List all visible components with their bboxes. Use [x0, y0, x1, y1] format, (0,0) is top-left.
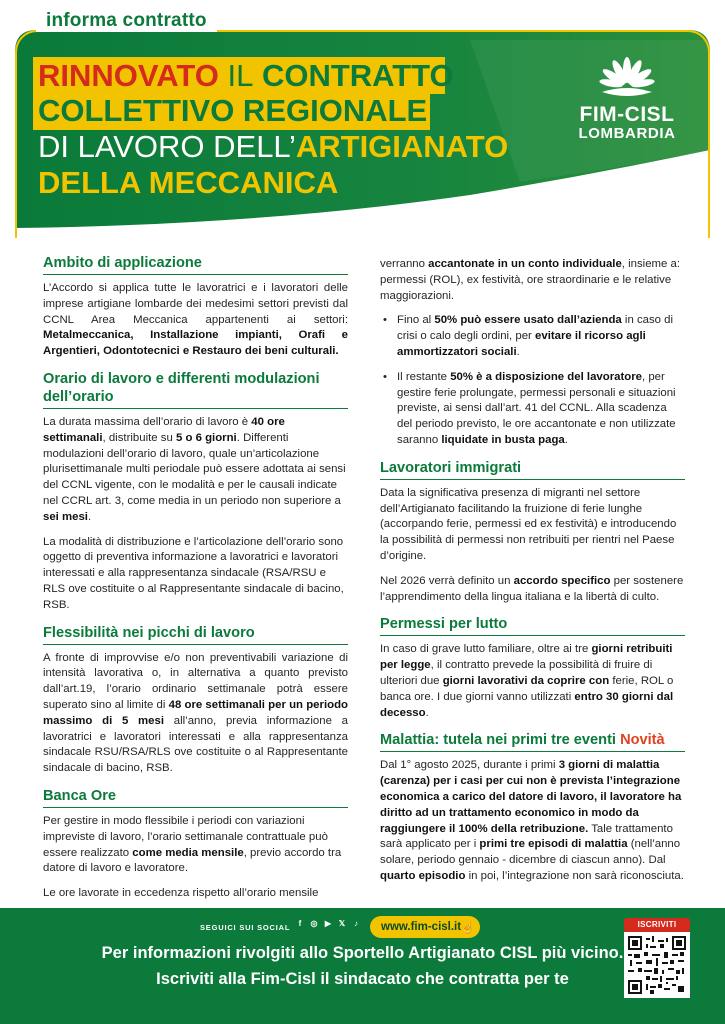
facebook-icon[interactable]: f [298, 919, 302, 928]
text: ferie, ROL o banca ore. I due giorni vanno utilizzati [380, 674, 674, 703]
logo-name: FIM-CISL [579, 103, 675, 126]
flower-icon [588, 56, 666, 102]
text: Il restante [397, 370, 451, 383]
instagram-icon[interactable]: ◎ [310, 919, 318, 928]
title-line-1 [38, 58, 454, 93]
tiktok-icon[interactable]: ♪ [354, 919, 358, 928]
text-bold: accordo specifico [513, 574, 611, 587]
title-il: IL [227, 58, 254, 93]
title-line-4: DELLA MECCANICA [38, 165, 339, 200]
qr-code-icon [628, 936, 686, 994]
text-bold: come media mensile [132, 846, 244, 859]
text: all’anno, previa informazione a lavoratrici e lavoratori interessati e alla rappresentanza sindacale RSU/RSA/RLS ove costituite o al Rappresentante sindacale di bacino, RSB. [43, 714, 348, 775]
social-icons [295, 919, 361, 929]
title-line-3 [38, 129, 508, 164]
text-bold: 5 o 6 giorni [175, 431, 237, 444]
section-title-malattia [380, 731, 685, 752]
paragraph-lutto [380, 642, 685, 721]
text: Per gestire in modo flessibile i periodi con variazioni impreviste di lavoro, l’orario settimanale contrattuale può essere realizzato [43, 814, 328, 859]
title-line-2: COLLETTIVO REGIONALE [38, 93, 428, 128]
text: . [516, 345, 520, 358]
text: , insieme a: permessi (ROL), ex festività, ore straordinarie e le relative maggiorazioni. [380, 258, 681, 302]
pointer-hand-icon: ☝ [460, 920, 475, 934]
text-bold: 40 ore settimanali [43, 415, 285, 444]
text: , il contratto prevede la possibilità di fruire di ulteriori due [380, 659, 653, 687]
text: . Differenti modulazioni dell’orario di lavoro, quale un’articolazione plurisettimanale multi periodale può essere adottata ai sensi del CCNL vigente, con le modalità e per le causali indicate nel CCRL art. 3, come media in un periodo non superiore a [43, 431, 346, 507]
text: , per gestire ferie prolungate, permessi personali e situazioni previste, ai sensi dall’art. 41 del CCNL. Alla scadenza del periodo previsto, le ore accantonate e non utilizzate saranno [397, 370, 676, 446]
text-bold: 3 giorni di malattia (carenza) per i casi per cui non è prevista l’integrazione economica a carico del datore di lavoro, il lavoratore ha diritto ad un trattamento economico in modo da raggiungere il 100% della retribuzione. [380, 759, 682, 835]
text: per sostenere l’apprendimento della lingua italiana e la libertà di culto. [380, 574, 684, 603]
text: (nell’anno solare, periodo gennaio - dicembre di ciascun anno). Dal [380, 838, 681, 867]
paragraph-ambito [43, 281, 348, 360]
section-title-ambito: Ambito di applicazione [43, 254, 348, 275]
text-bold: accantonate in un conto individuale [428, 258, 622, 270]
text: L’Accordo si applica tutte le lavoratrici e i lavoratori delle imprese artigiane lombarde dei medesimi settori previsti dal CCNL Area Meccanica appartenenti ai settori: [43, 282, 348, 326]
section-title-lutto: Permessi per lutto [380, 615, 685, 636]
novita-badge: Novità [620, 732, 665, 749]
text-bold: 50% è a disposizione del lavoratore [450, 370, 642, 383]
paragraph-orario-2: La modalità di distribuzione e l’articolazione dell’orario sono oggetto di preventiva informazione a lavoratrici e lavoratori interessati e alla rappresentanza sindacale (RSA/RSU e RLS ove costituite o al Rappresentante sindacale di bacino, RSB. [43, 535, 344, 611]
footer-line-1: Per informazioni rivolgiti allo Sportello Artigianato CISL più vicino. [101, 944, 624, 962]
text: . [425, 706, 429, 719]
section-title-text: Malattia: tutela nei primi tre eventi [380, 732, 616, 749]
text: Dal 1° agosto 2025, durante i primi [380, 759, 559, 772]
text: . [564, 433, 568, 446]
section-title-immigrati: Lavoratori immigrati [380, 459, 685, 480]
text-bold: Metalmeccanica, Installazione impianti, Orafi e Argentieri, Odontotecnici e Restauro dei beni culturali. [43, 329, 348, 358]
text: Tale trattamento sarà applicato per i [380, 822, 673, 851]
header-kicker: informa contratto [36, 10, 217, 32]
text-bold: liquidate in busta paga [441, 433, 565, 446]
paragraph-immigrati-1: Data la significativa presenza di migranti nel settore dell’Artigianato facilitando la fruizione di ferie lunghe (accorpando ferie, permessi ed ex festività) e introducendo la possibilità di permessi non retribuiti per rientri nel Paese d’origine. [380, 486, 677, 562]
banca-ore-list [380, 313, 685, 448]
text: Nel 2026 verrà definito un [380, 574, 514, 587]
section-title-banca-ore: Banca Ore [43, 787, 348, 808]
list-item [380, 370, 685, 449]
list-item [380, 313, 685, 360]
logo-region: LOMBARDIA [578, 125, 676, 142]
paragraph-flessibilita [43, 651, 348, 777]
text: in poi, l’integrazione non sarà riconosciuta. [465, 869, 684, 882]
paragraph-banca-ore-1 [43, 814, 348, 877]
footer-line-2: Iscriviti alla Fim-Cisl il sindacato che contratta per te [156, 970, 569, 988]
text-bold: giorni retribuiti per legge [380, 643, 673, 672]
youtube-icon[interactable]: ▶ [324, 919, 332, 928]
title-red: RINNOVATO [38, 58, 219, 93]
text: verranno [380, 258, 429, 270]
section-title-orario: Orario di lavoro e differenti modulazioni dell’orario [43, 370, 348, 409]
text: . [87, 510, 92, 523]
footer [0, 908, 725, 1024]
text-bold: primi tre episodi di malattia [479, 838, 628, 851]
paragraph-banca-ore-2: Le ore lavorate in eccedenza rispetto all’orario mensile [43, 887, 319, 900]
text: Fino al [397, 314, 435, 327]
right-column [380, 257, 685, 894]
left-column [43, 254, 348, 911]
text-bold: evitare il ricorso agli ammortizzatori sociali [397, 330, 646, 358]
text: La durata massima dell’orario di lavoro è [43, 415, 252, 428]
paragraph-orario-1 [43, 415, 348, 526]
title-yellow: ARTIGIANATO [295, 129, 509, 164]
paragraph-malattia [380, 758, 685, 884]
fim-cisl-logo [572, 56, 682, 142]
website-link[interactable] [370, 916, 480, 938]
text-bold: giorni lavorativi da coprire con [442, 674, 610, 687]
title-contratto: CONTRATTO [261, 58, 454, 93]
text: , previo accordo tra datore di lavoro e lavoratore. [43, 846, 342, 875]
text-bold: entro 30 giorni dal decesso [380, 690, 674, 719]
text: , distribuite su [102, 431, 176, 444]
section-title-flessibilita: Flessibilità nei picchi di lavoro [43, 624, 348, 645]
text: in caso di crisi o calo degli ordini, per [397, 314, 674, 343]
text: A fronte di improvvise e/o non preventivabili variazione di intensità lavorativa o, in alternativa a quanto previsto dall’art.19, l’orario ordinario settimanale potrà essere superato sino al limite di [43, 651, 348, 711]
text-bold: 50% può essere usato dall’azienda [434, 314, 622, 327]
text-bold: quarto episodio [380, 869, 466, 882]
header [0, 0, 725, 238]
text: In caso di grave lutto familiare, oltre ai tre [380, 643, 592, 656]
title-white: DI LAVORO DELL’ [38, 129, 296, 164]
paragraph-banca-ore-cont [380, 257, 685, 304]
website-text: www.fim-cisl.it [381, 921, 462, 933]
iscriviti-button[interactable]: ISCRIVITI [624, 918, 690, 932]
x-icon[interactable]: 𝕏 [338, 919, 346, 928]
social-label: SEGUICI SUI SOCIAL [200, 923, 291, 932]
text-bold: sei mesi [43, 510, 88, 523]
qr-code[interactable] [624, 932, 690, 998]
paragraph-immigrati-2 [380, 574, 685, 606]
text-bold: 48 ore settimanali per un periodo massimo di 5 mesi [43, 698, 348, 727]
